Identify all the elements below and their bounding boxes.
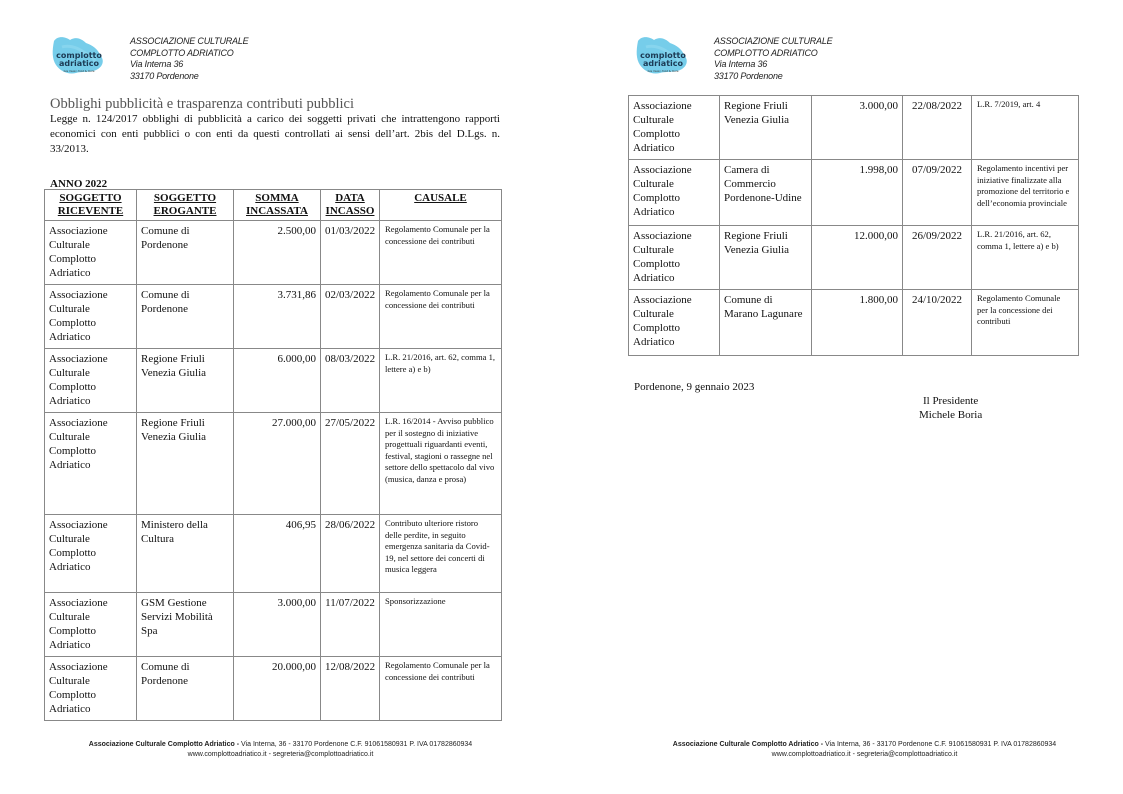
contributions-table-right [628, 95, 1079, 356]
col-amount: SOMMA INCASSATA [234, 190, 321, 221]
page-title: Obblighi pubblicità e trasparenza contributi pubblici [50, 96, 355, 112]
cell-date: 24/10/2022 [903, 290, 972, 356]
cell-donor: Regione Friuli Venezia Giulia [720, 96, 812, 160]
cell-recipient: Associazione Culturale Complotto Adriatico [629, 226, 720, 290]
footer [0, 740, 561, 760]
svg-text:complotto: complotto [56, 51, 102, 60]
table-row [45, 413, 502, 515]
table-row [45, 593, 502, 657]
table-row [45, 515, 502, 593]
svg-text:live music, food & more: live music, food & more [647, 70, 679, 73]
footer-details: Via Interna, 36 - 33170 Pordenone C.F. 91061580931 P. IVA 01782860934 [239, 741, 473, 748]
cell-amount: 3.731,86 [234, 285, 321, 349]
cell-amount: 27.000,00 [234, 413, 321, 515]
footer-org: Associazione Culturale Complotto Adriatico - [672, 741, 824, 748]
cell-donor: Camera di Commercio Pordenone-Udine [720, 160, 812, 226]
year-label: ANNO 2022 [50, 178, 108, 190]
cell-date: 22/08/2022 [903, 96, 972, 160]
cell-donor: Comune di Pordenone [137, 657, 234, 721]
cell-donor: Ministero della Cultura [137, 515, 234, 593]
assoc-name-1: ASSOCIAZIONE CULTURALE [714, 36, 833, 46]
cell-date: 01/03/2022 [321, 221, 380, 285]
table-row [45, 657, 502, 721]
svg-text:adriatico: adriatico [642, 59, 684, 68]
cell-donor: Comune di Pordenone [137, 285, 234, 349]
intro-text: Legge n. 124/2017 obblighi di pubblicità a carico dei soggetti privati che intrattengono rapporti economici con enti pubblici o con enti da questi controllati ai sensi dell’art. 2bis del D.Lgs. n. 33/2013. [50, 113, 500, 155]
assoc-address: Via Interna 36 [130, 59, 184, 69]
association-header [714, 36, 832, 82]
col-date: DATA INCASSO [321, 190, 380, 221]
president-name: Michele Boria [919, 409, 983, 421]
cell-amount: 406,95 [234, 515, 321, 593]
table-row [45, 285, 502, 349]
cell-recipient: Associazione Culturale Complotto Adriatico [45, 413, 137, 515]
cell-recipient: Associazione Culturale Complotto Adriatico [45, 221, 137, 285]
footer-details: Via Interna, 36 - 33170 Pordenone C.F. 91061580931 P. IVA 01782860934 [823, 741, 1057, 748]
cell-amount: 12.000,00 [812, 226, 903, 290]
cell-recipient: Associazione Culturale Complotto Adriatico [45, 593, 137, 657]
table-row [629, 226, 1079, 290]
complotto-adriatico-logo [632, 33, 694, 77]
cell-reason: Regolamento Comunale per la concessione dei contributi [380, 285, 502, 349]
cell-donor: Regione Friuli Venezia Giulia [137, 413, 234, 515]
cell-reason: Regolamento Comunale per la concessione dei contributi [972, 290, 1079, 356]
cell-amount: 20.000,00 [234, 657, 321, 721]
cell-reason: L.R. 21/2016, art. 62, comma 1, lettere a) e b) [380, 349, 502, 413]
col-recipient: SOGGETTO RICEVENTE [45, 190, 137, 221]
col-reason: CAUSALE [380, 190, 502, 221]
table-row [45, 221, 502, 285]
assoc-name-1: ASSOCIAZIONE CULTURALE [130, 36, 249, 46]
svg-text:complotto: complotto [640, 51, 686, 60]
cell-reason: Regolamento Comunale per la concessione dei contributi [380, 657, 502, 721]
cell-recipient: Associazione Culturale Complotto Adriatico [45, 285, 137, 349]
cell-recipient: Associazione Culturale Complotto Adriatico [629, 96, 720, 160]
cell-recipient: Associazione Culturale Complotto Adriatico [629, 290, 720, 356]
cell-amount: 3.000,00 [812, 96, 903, 160]
cell-donor: Regione Friuli Venezia Giulia [137, 349, 234, 413]
cell-donor: Comune di Marano Lagunare [720, 290, 812, 356]
cell-reason: L.R. 21/2016, art. 62, comma 1, lettere a) e b) [972, 226, 1079, 290]
cell-date: 12/08/2022 [321, 657, 380, 721]
page-right [584, 0, 1123, 794]
cell-date: 27/05/2022 [321, 413, 380, 515]
place-date: Pordenone, 9 gennaio 2023 [634, 381, 755, 393]
cell-date: 08/03/2022 [321, 349, 380, 413]
cell-reason: L.R. 16/2014 - Avviso pubblico per il sostegno di iniziative progettuali riguardanti eventi, festival, stagioni o rassegne nel settore dello spettacolo dal vivo (musica, danza e prosa) [380, 413, 502, 515]
cell-date: 26/09/2022 [903, 226, 972, 290]
cell-date: 02/03/2022 [321, 285, 380, 349]
president-signature [919, 394, 982, 422]
table-row [629, 160, 1079, 226]
footer-web: www.complottoadriatico.it - segreteria@complottoadriatico.it [771, 751, 958, 758]
cell-reason: Sponsorizzazione [380, 593, 502, 657]
assoc-city: 33170 Pordenone [714, 70, 783, 81]
association-header [130, 36, 248, 82]
complotto-adriatico-logo [48, 33, 110, 77]
cell-donor: GSM Gestione Servizi Mobilità Spa [137, 593, 234, 657]
contributions-table-left [44, 189, 502, 721]
cell-date: 11/07/2022 [321, 593, 380, 657]
col-donor: SOGGETTO EROGANTE [137, 190, 234, 221]
cell-amount: 6.000,00 [234, 349, 321, 413]
footer-web: www.complottoadriatico.it - segreteria@complottoadriatico.it [187, 751, 374, 758]
table-row [45, 349, 502, 413]
cell-amount: 2.500,00 [234, 221, 321, 285]
assoc-name-2: COMPLOTTO ADRIATICO [130, 47, 234, 58]
cell-amount: 1.800,00 [812, 290, 903, 356]
cell-donor: Regione Friuli Venezia Giulia [720, 226, 812, 290]
assoc-name-2: COMPLOTTO ADRIATICO [714, 47, 818, 58]
assoc-address: Via Interna 36 [714, 59, 768, 69]
table-row [629, 290, 1079, 356]
cell-reason: Regolamento incentivi per iniziative finalizzate alla promozione del territorio e dell’economia provinciale [972, 160, 1079, 226]
footer-org: Associazione Culturale Complotto Adriatico - [88, 741, 240, 748]
cell-date: 07/09/2022 [903, 160, 972, 226]
cell-donor: Comune di Pordenone [137, 221, 234, 285]
cell-recipient: Associazione Culturale Complotto Adriatico [45, 349, 137, 413]
cell-recipient: Associazione Culturale Complotto Adriatico [45, 657, 137, 721]
svg-text:live music, food & more: live music, food & more [63, 70, 95, 73]
svg-text:adriatico: adriatico [58, 59, 100, 68]
cell-amount: 1.998,00 [812, 160, 903, 226]
cell-reason: L.R. 7/2019, art. 4 [972, 96, 1079, 160]
footer [584, 740, 1123, 760]
cell-date: 28/06/2022 [321, 515, 380, 593]
assoc-city: 33170 Pordenone [130, 70, 199, 81]
page-left [0, 0, 561, 794]
table-header-row [45, 190, 502, 221]
cell-recipient: Associazione Culturale Complotto Adriatico [45, 515, 137, 593]
cell-amount: 3.000,00 [234, 593, 321, 657]
cell-recipient: Associazione Culturale Complotto Adriatico [629, 160, 720, 226]
cell-reason: Regolamento Comunale per la concessione dei contributi [380, 221, 502, 285]
president-title: Il Presidente [922, 395, 979, 407]
table-row [629, 96, 1079, 160]
cell-reason: Contributo ulteriore ristoro delle perdite, in seguito emergenza sanitaria da Covid-19, nel settore dei concerti di musica leggera [380, 515, 502, 593]
